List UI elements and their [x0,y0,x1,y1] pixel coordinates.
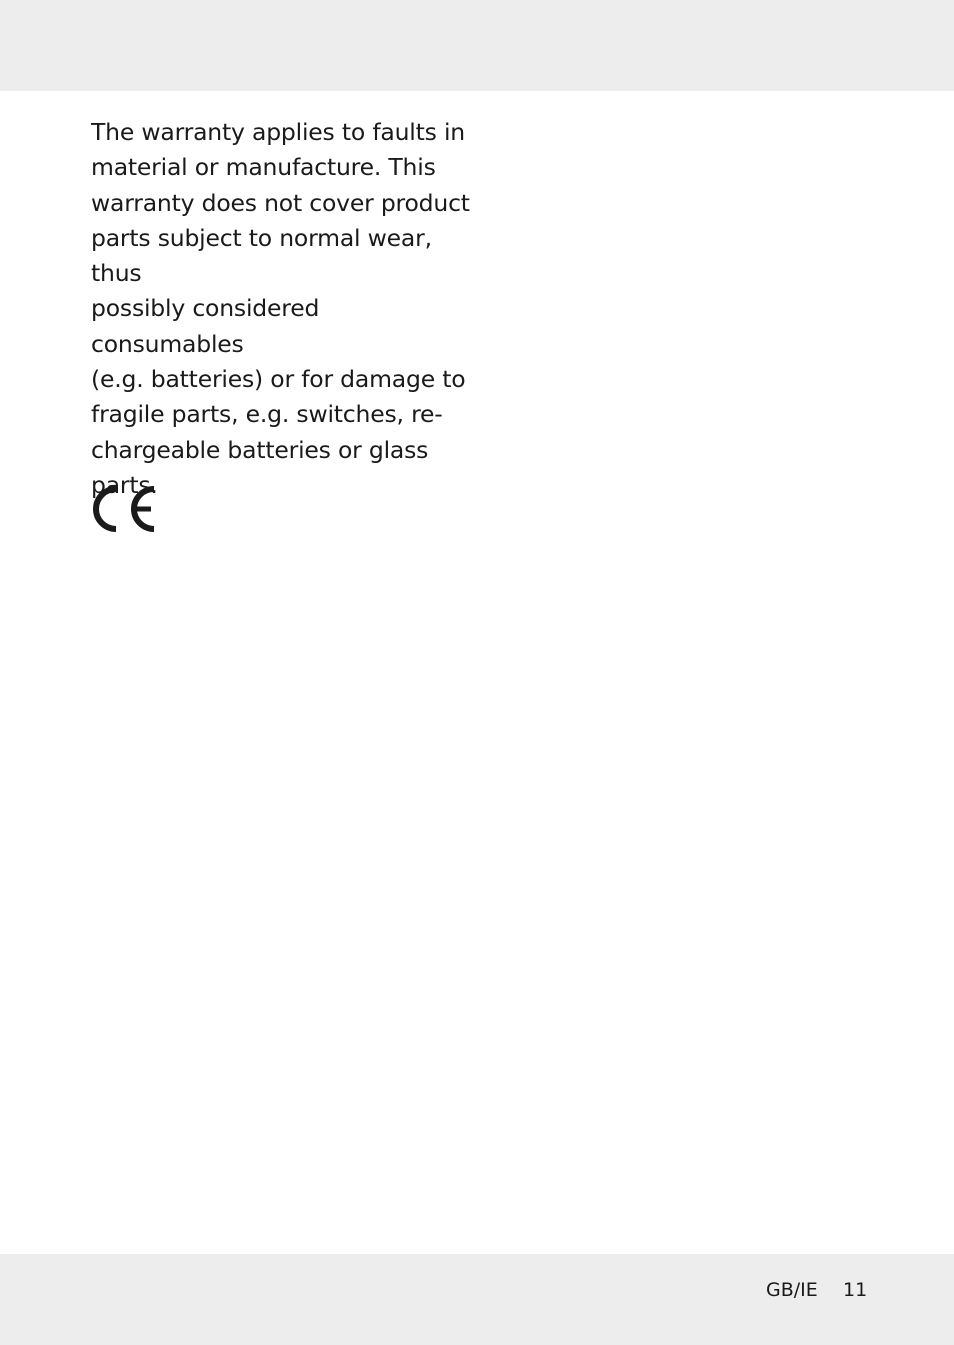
page-number: 11 [843,1279,868,1301]
footer-region-label: GB/IE [766,1279,818,1301]
ce-mark-icon [88,484,158,534]
warranty-paragraph: The warranty applies to faults in material or manufacture. This warranty does not cover product parts subject to normal wear, thus possibly considered consumables (e.g. batteries) or for damage to fragile parts, e.g. switches, re- chargeable batteries or glass parts. [91,118,470,499]
header-band [0,0,954,91]
